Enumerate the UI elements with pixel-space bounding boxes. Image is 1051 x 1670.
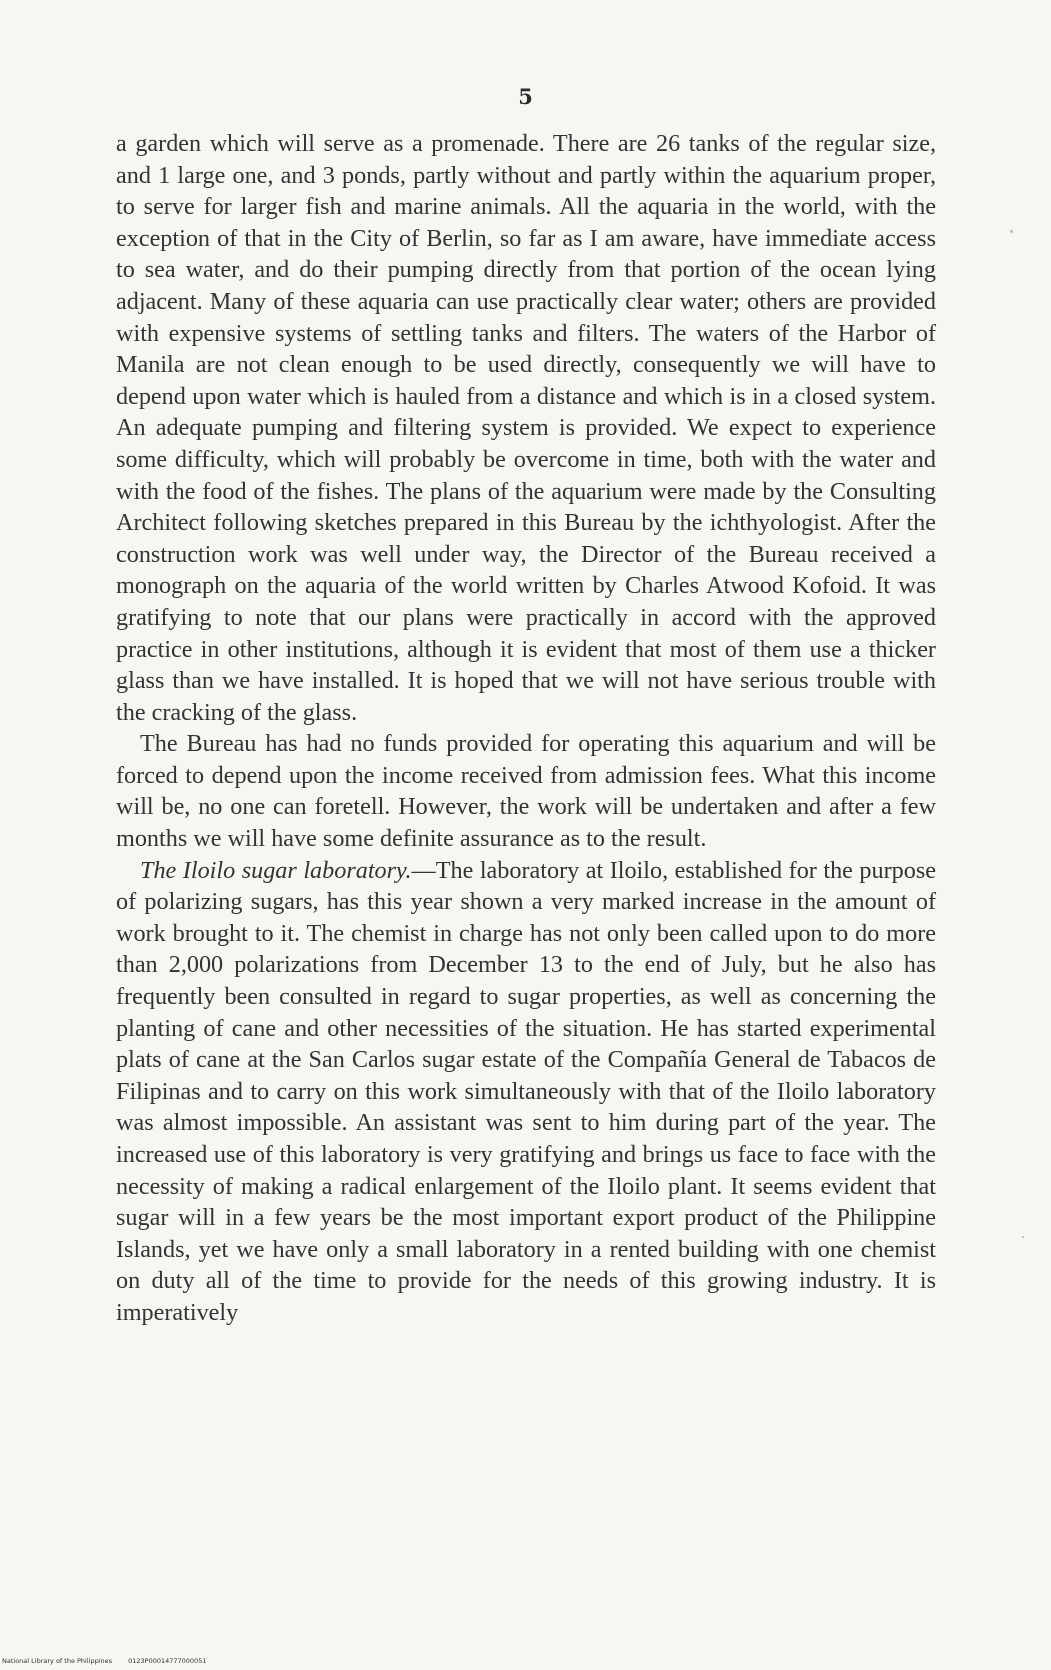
- footer-identifier: 0123P00014777000051: [128, 1657, 207, 1665]
- heading-dash: —: [411, 856, 436, 884]
- footer-institution: National Library of the Philippines: [2, 1657, 113, 1665]
- scan-speck: [1022, 1236, 1024, 1238]
- paragraph-funding: The Bureau has had no funds provided for operating this aquarium and will be forced to depend upon the income received from admission fees. What this income will be, no one can foretell. However, the work will be undertaken and after a few months we will have some definite assurance as to the result.: [116, 730, 936, 853]
- scan-speck: [1010, 230, 1013, 233]
- scan-footer: [2, 1657, 206, 1665]
- paragraph-iloilo-laboratory: [116, 855, 936, 1329]
- body-text: [116, 128, 936, 1329]
- section-heading-iloilo: The Iloilo sugar laboratory.: [140, 856, 412, 884]
- paragraph-iloilo-body: The laboratory at Iloilo, established for the purpose of polarizing sugars, has this year shown a very marked increase in the amount of work brought to it. The chemist in charge has not only been called upon to do more than 2,000 polarizations from December 13 to the end of July, but he also has frequently been consulted in regard to sugar properties, as well as concerning the planting of cane and other necessities of the situation. He has started experimental plats of cane at the San Carlos sugar estate of the Compañía General de Tabacos de Filipinas and to carry on this work simultaneously with that of the Iloilo laboratory was almost impossible. An assistant was sent to him during part of the year. The increased use of this laboratory is very gratifying and brings us face to face with the necessity of making a radical enlargement of the Iloilo plant. It seems evident that sugar will in a few years be the most important export product of the Philippine Islands, yet we have only a small laboratory in a rented building with one chemist on duty all of the time to provide for the needs of this growing industry. It is imperatively: [116, 856, 936, 1326]
- paragraph-aquarium: a garden which will serve as a promenade. There are 26 tanks of the regular size, and 1 large one, and 3 ponds, partly without and partly within the aquarium proper, to serve for larger fish and marine animals. All the aquaria in the world, with the exception of that in the City of Berlin, so far as I am aware, have immediate access to sea water, and do their pumping directly from that portion of the ocean lying adjacent. Many of these aquaria can use practically clear water; others are provided with expensive systems of settling tanks and filters. The waters of the Harbor of Manila are not clean enough to be used directly, consequently we will have to depend upon water which is hauled from a distance and which is in a closed system. An adequate pumping and filtering system is provided. We expect to experience some difficulty, which will probably be overcome in time, both with the water and with the food of the fishes. The plans of the aquarium were made by the Consulting Architect following sketches prepared in this Bureau by the ichthyologist. After the construction work was well under way, the Director of the Bureau received a monograph on the aquaria of the world written by Charles Atwood Kofoid. It was gratifying to note that our plans were practically in accord with the approved practice in other institutions, although it is evident that most of them use a thicker glass than we have installed. It is hoped that we will not have serious trouble with the cracking of the glass.: [116, 130, 936, 726]
- page-number: 5: [518, 84, 533, 109]
